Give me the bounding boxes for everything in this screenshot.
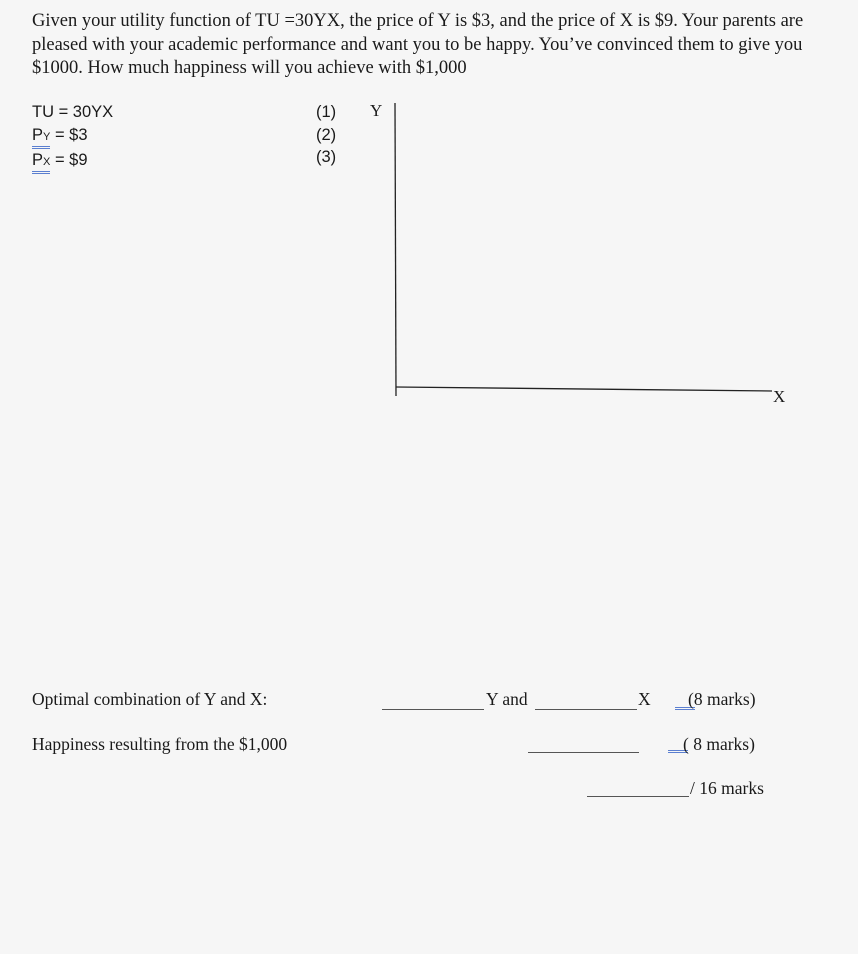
happiness-marks: ( 8 marks) (683, 734, 755, 754)
happiness-answer-blank[interactable] (528, 752, 639, 753)
optimal-label: Optimal combination of Y and X: (32, 689, 268, 709)
price-y: PY = $3 (32, 124, 113, 149)
optimal-marks: (8 marks) (688, 689, 756, 709)
utility-function: TU = 30YX (32, 103, 114, 121)
y-answer-blank[interactable] (382, 709, 484, 710)
total-marks: / 16 marks (690, 778, 764, 798)
x-text: X (638, 689, 651, 709)
equation-number-1: (1) (316, 103, 337, 121)
y-axis-label: Y (370, 101, 383, 120)
question-text: Given your utility function of TU =30YX, the price of Y is $3, and the price of X is $9. Your parents are pleased with your academic performance and want you to be happy. You’ve convinced them to give you $1000. How much happiness will you achieve with $1,000 (32, 11, 804, 78)
y-axis-line (395, 103, 396, 396)
total-answer-blank[interactable] (587, 796, 689, 797)
y-and-text: Y and (486, 689, 528, 709)
x-answer-blank[interactable] (535, 709, 637, 710)
x-axis-line (396, 387, 772, 391)
price-x: PX = $9 (32, 149, 113, 174)
x-axis-label: X (773, 387, 786, 406)
equation-number-2: (2) (316, 125, 337, 144)
happiness-label: Happiness resulting from the $1,000 (32, 734, 288, 754)
equation-number-3: (3) (316, 148, 337, 166)
